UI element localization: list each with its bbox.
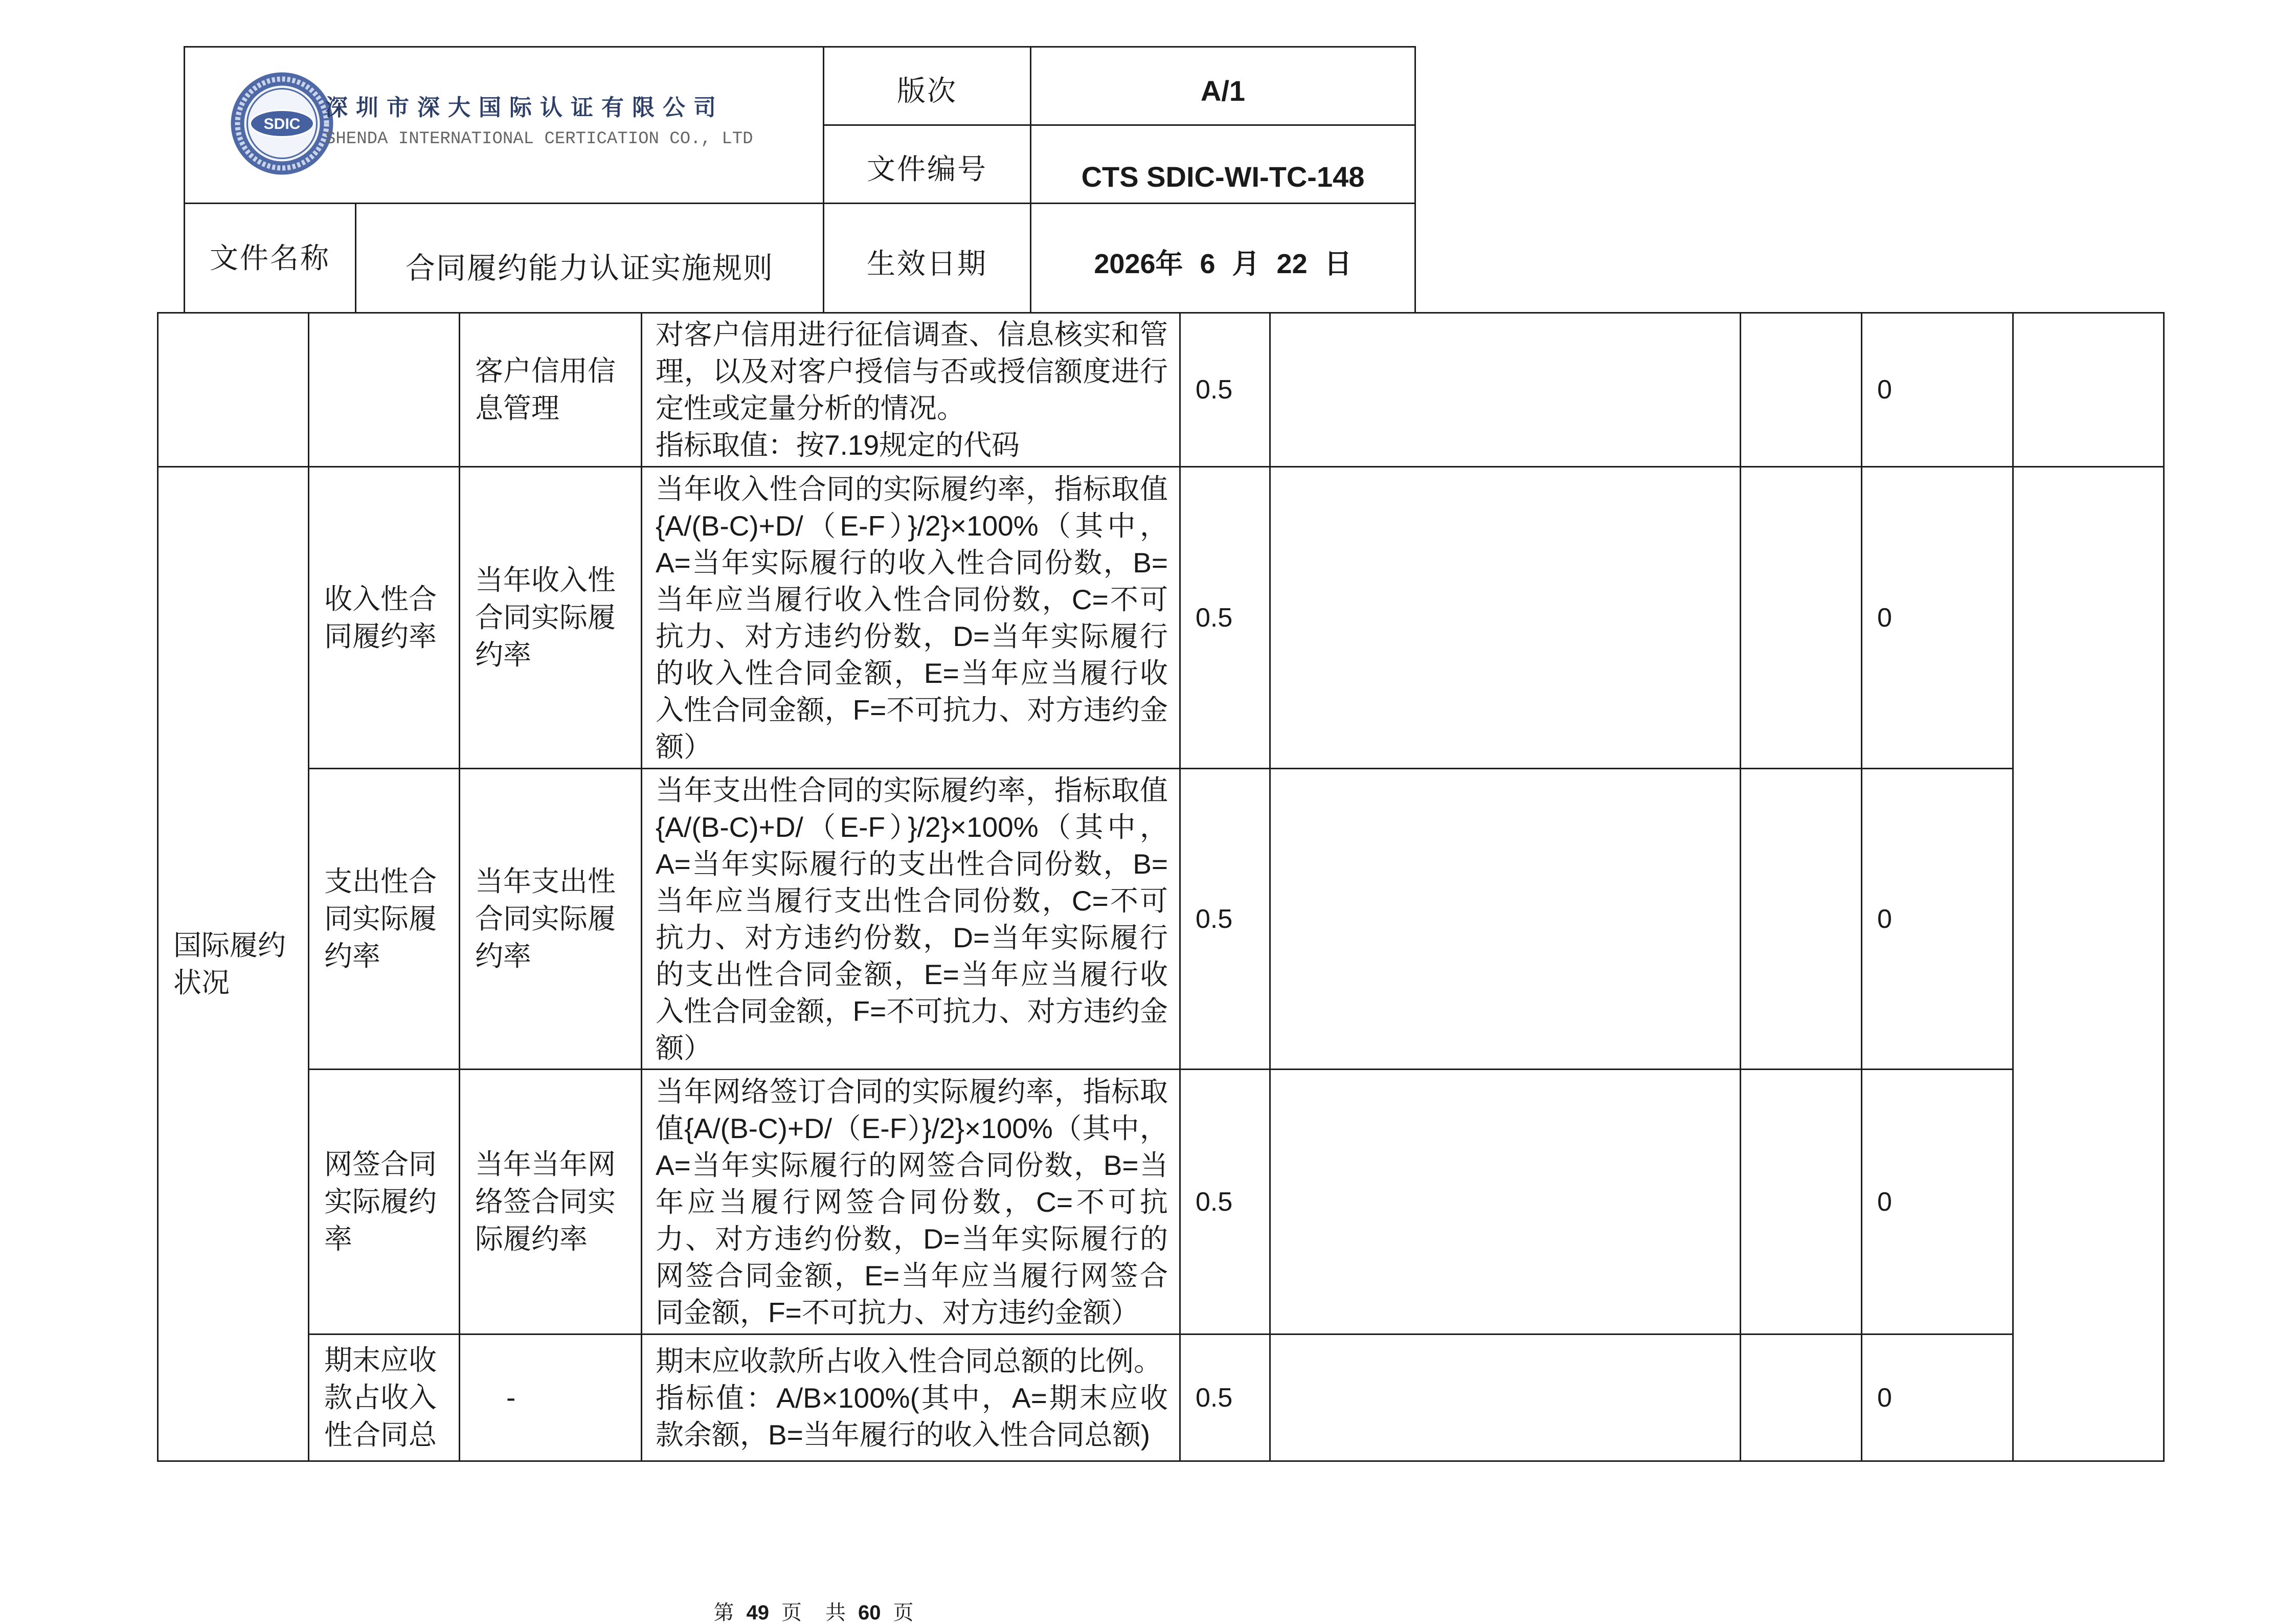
sub-indicator-text: - — [506, 1382, 516, 1413]
indicator-text: 期末应收款占收入性合同总 — [324, 1344, 437, 1451]
indicator-text: 收入性合同履约率 — [324, 583, 437, 652]
sub-indicator-text: 客户信用信息管理 — [475, 355, 616, 424]
sub-indicator-cell — [459, 312, 642, 468]
page-prefix: 第 — [713, 1601, 734, 1624]
group-cell — [157, 466, 309, 1462]
doc-number-value: CTS SDIC-WI-TC-148 — [1081, 161, 1365, 193]
doc-number-label: 文件编号 — [867, 153, 987, 185]
indicator-cell — [308, 1333, 460, 1462]
indicator-cell — [308, 768, 460, 1070]
description-text: 当年收入性合同的实际履约率，指标取值{A/(B-C)+D/（E-F）}/2}×100%（其中，A=当年实际履行的收入性合同份数，B=当年应当履行收入性合同份数，C=不可抗力、对方违约份数，D=当年实际履行的收入性合同金额，E=当年应当履行收入性合同金额，F=不可抗力、对方违约金额） — [656, 473, 1168, 763]
doc-name-value-cell — [355, 203, 824, 314]
version-label-cell — [823, 46, 1031, 126]
effective-date-value: 2026年 6 月 22 日 — [1094, 248, 1352, 279]
result-text: 0 — [1877, 1187, 1892, 1217]
value-text: 0.5 — [1196, 904, 1233, 934]
effective-date-label: 生效日期 — [867, 247, 987, 280]
sub-indicator-text: 当年支出性合同实际履约率 — [475, 865, 616, 972]
value-text: 0.5 — [1196, 375, 1233, 405]
description-cell — [641, 1333, 1181, 1462]
value-cell — [1179, 312, 1271, 468]
result-cell — [1861, 312, 2014, 468]
description-text: 对客户信用进行征信调查、信息核实和管理，以及对客户授信与否或授信额度进行定性或定量分析的情况。 — [656, 319, 1168, 424]
description-block — [656, 316, 1168, 463]
result-text: 0 — [1877, 375, 1892, 405]
blank-cell — [1740, 1069, 1862, 1335]
result-text: 0 — [1877, 1383, 1892, 1413]
blank-cell — [1740, 466, 1862, 769]
result-text: 0 — [1877, 603, 1892, 633]
total-pages: 60 — [858, 1601, 881, 1624]
sub-indicator-cell — [459, 466, 642, 769]
value-text: 0.5 — [1196, 603, 1233, 633]
logo-cell — [184, 46, 824, 204]
description-block — [656, 471, 1168, 765]
blank-cell — [1269, 1333, 1741, 1462]
value-cell — [1179, 768, 1271, 1070]
description-text: 当年网络签订合同的实际履约率，指标取值{A/(B-C)+D/（E-F）}/2}×100%（其中，A=当年实际履行的网签合同份数，B=当年应当履行网签合同份数，C=不可抗力、对方违约份数，D=当年实际履行的网签合同金额，E=当年应当履行网签合同金额，F=不可抗力、对方违约金额） — [656, 1075, 1168, 1328]
indicator-text: 网签合同实际履约率 — [324, 1148, 437, 1255]
indicator-cell — [308, 1069, 460, 1335]
logo-emblem-text: SDIC — [263, 116, 301, 132]
value-text: 0.5 — [1196, 1383, 1233, 1413]
total-prefix: 共 — [825, 1601, 846, 1624]
description-cell — [641, 312, 1181, 468]
description-text: 指标取值：按7.19规定的代码 — [656, 429, 1020, 461]
doc-name-label-cell — [184, 203, 356, 314]
effective-date-label-cell — [823, 203, 1031, 314]
total-suffix: 页 — [893, 1601, 914, 1624]
version-value: A/1 — [1200, 75, 1246, 107]
result-cell — [1861, 1069, 2014, 1335]
page-suffix: 页 — [781, 1601, 802, 1624]
sub-indicator-text: 当年当年网络签合同实际履约率 — [475, 1148, 616, 1255]
group-label: 国际履约状况 — [173, 929, 286, 998]
result-text: 0 — [1877, 904, 1892, 934]
version-value-cell — [1030, 46, 1416, 126]
blank-cell — [1740, 768, 1862, 1070]
version-label: 版次 — [897, 75, 957, 107]
description-cell — [641, 1069, 1181, 1335]
sub-indicator-text: 当年收入性合同实际履约率 — [475, 564, 616, 671]
doc-number-label-cell — [823, 124, 1031, 204]
company-logo-emblem — [230, 71, 334, 176]
indicator-text: 支出性合同实际履约率 — [324, 865, 437, 972]
group-cell-blank — [157, 312, 309, 468]
effective-date-value-cell — [1030, 203, 1416, 314]
blank-cell — [1740, 312, 1862, 468]
value-text: 0.5 — [1196, 1187, 1233, 1217]
company-name-cn: 深圳市深大国际认证有限公司 — [325, 95, 724, 121]
page-footer — [609, 1603, 1018, 1623]
value-cell — [1179, 466, 1271, 769]
description-text: 指标值：A/B×100%(其中，A=期末应收款余额，B=当年履行的收入性合同总额) — [656, 1382, 1168, 1451]
sub-indicator-cell — [459, 768, 642, 1070]
blank-cell — [2012, 466, 2165, 1462]
indicator-cell-blank — [308, 312, 460, 468]
value-cell — [1179, 1069, 1271, 1335]
sub-indicator-cell — [459, 1333, 642, 1462]
company-name-en: SHENDA INTERNATIONAL CERTICATION CO., LTD — [325, 129, 753, 149]
result-cell — [1861, 768, 2014, 1070]
description-block — [656, 772, 1168, 1066]
description-cell — [641, 768, 1181, 1070]
blank-cell — [1269, 312, 1741, 468]
doc-number-value-cell — [1030, 124, 1416, 204]
page-number: 49 — [746, 1601, 769, 1624]
result-cell — [1861, 466, 2014, 769]
doc-name-value: 合同履约能力认证实施规则 — [405, 251, 774, 285]
blank-cell — [1740, 1333, 1862, 1462]
description-cell — [641, 466, 1181, 769]
sub-indicator-cell — [459, 1069, 642, 1335]
description-block — [656, 1343, 1168, 1453]
description-text: 期末应收款所占收入性合同总额的比例。 — [656, 1345, 1162, 1377]
doc-name-label: 文件名称 — [210, 241, 330, 274]
blank-cell — [1269, 768, 1741, 1070]
description-block — [656, 1073, 1168, 1331]
blank-cell — [1269, 466, 1741, 769]
value-cell — [1179, 1333, 1271, 1462]
blank-cell — [2012, 312, 2165, 468]
description-text: 当年支出性合同的实际履约率，指标取值{A/(B-C)+D/（E-F）}/2}×100%（其中，A=当年实际履行的支出性合同份数，B=当年应当履行支出性合同份数，C=不可抗力、对方违约份数，D=当年实际履行的支出性合同金额，E=当年应当履行收入性合同金额，F=不可抗力、对方违约金额） — [656, 774, 1168, 1064]
blank-cell — [1269, 1069, 1741, 1335]
indicator-cell — [308, 466, 460, 769]
result-cell — [1861, 1333, 2014, 1462]
